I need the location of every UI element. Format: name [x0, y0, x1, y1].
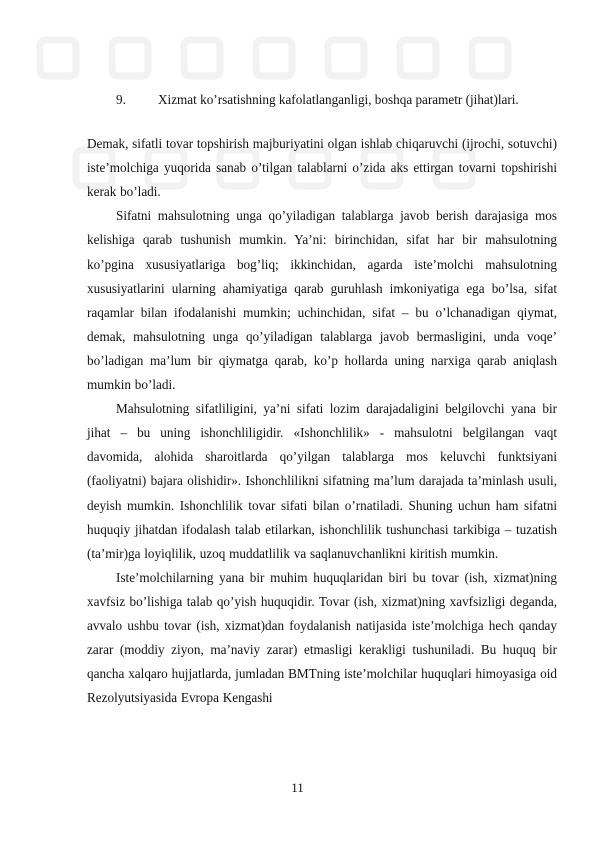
paragraph-3: Mahsulotning sifatliligini, ya’ni sifati lozim darajadaligini belgilovchi yana bir jihat – bu uning ishonchliligidir. «Ishonchlilik» - mahsulotni belgilangan vaqt davomida, alohida sharoitlarda qo’yilgan talablarga mos keluvchi funktsiyani (faoliyatni) bajara olishidir». Ishonchlilikni sifatning ma’lum darajada ta’minlash usuli, deyish mumkin. Ishonchlilik tovar sifati bilan o’rnatiladi. Shuning uchun ham sifatni huquqiy jihatdan ifodalash talab etilarkan, ishonchlilik tushunchasi tarkibiga – tuzatish (ta’mir)ga loyiqlilik, uzoq muddatlilik va saqlanuvchanlikni kiritish mumkin. [87, 401, 557, 561]
paragraph-2: Sifatni mahsulotning unga qo’yiladigan talablarga javob berish darajasiga mos kelishiga qarab tushunish mumkin. Ya’ni: birinchidan, sifat har bir mahsulotning ko’pgina xususiyatlariga bog’liq; ikkinchidan, agarda iste’molchi mahsulotning xususiyatlarini ularning ahamiyatiga qarab guruhlash imkoniyatiga ega bo’lsa, sifat raqamlar bilan ifodalanishi mumkin; uchinchidan, sifat – bu o’lchanadigan qiymat, demak, mahsulotning unga qo’yiladigan talablarga javob bermasligini, unda voqe’ bo’ladigan ma’lum bir qiymatga qarab, ko’p hollarda uning narxiga qarab aniqlash mumkin bo’ladi. [87, 208, 557, 393]
list-item-9 [87, 88, 557, 112]
paragraph-4: Iste’molchilarning yana bir muhim huquqlaridan biri bu tovar (ish, xizmat)ning xavfsiz bo’lishiga talab qo’yish huquqidir. Tovar (ish, xizmat)ning xavfsizligi deganda, avvalo ushbu tovar (ish, xizmat)dan foydalanish natijasida iste’molchiga hech qanday zarar (moddiy ziyon, ma’naviy zarar) etmasligi kerakligi tushuniladi. Bu huquq bir qancha xalqaro hujjatlarda, jumladan BMTning iste’molchilar huquqlari himoyasiga oid Rezolyutsiyasida Evropa Kengashi [87, 569, 557, 706]
document-body [87, 88, 557, 710]
list-item-text: Xizmat ko’rsatishning kafolatlanganligi, boshqa parametr (jihat)lari. [158, 92, 519, 107]
paragraph-1: Demak, sifatli tovar topshirish majburiyatini olgan ishlab chiqaruvchi (ijrochi, sotuvchi) iste’molchiga yuqorida sanab o’tilgan talablarni o’zida aks ettirgan tovarni topshirishi kerak bo’ladi. [87, 136, 557, 200]
list-item-number: 9. [116, 92, 126, 107]
page-number: 11 [291, 780, 304, 795]
